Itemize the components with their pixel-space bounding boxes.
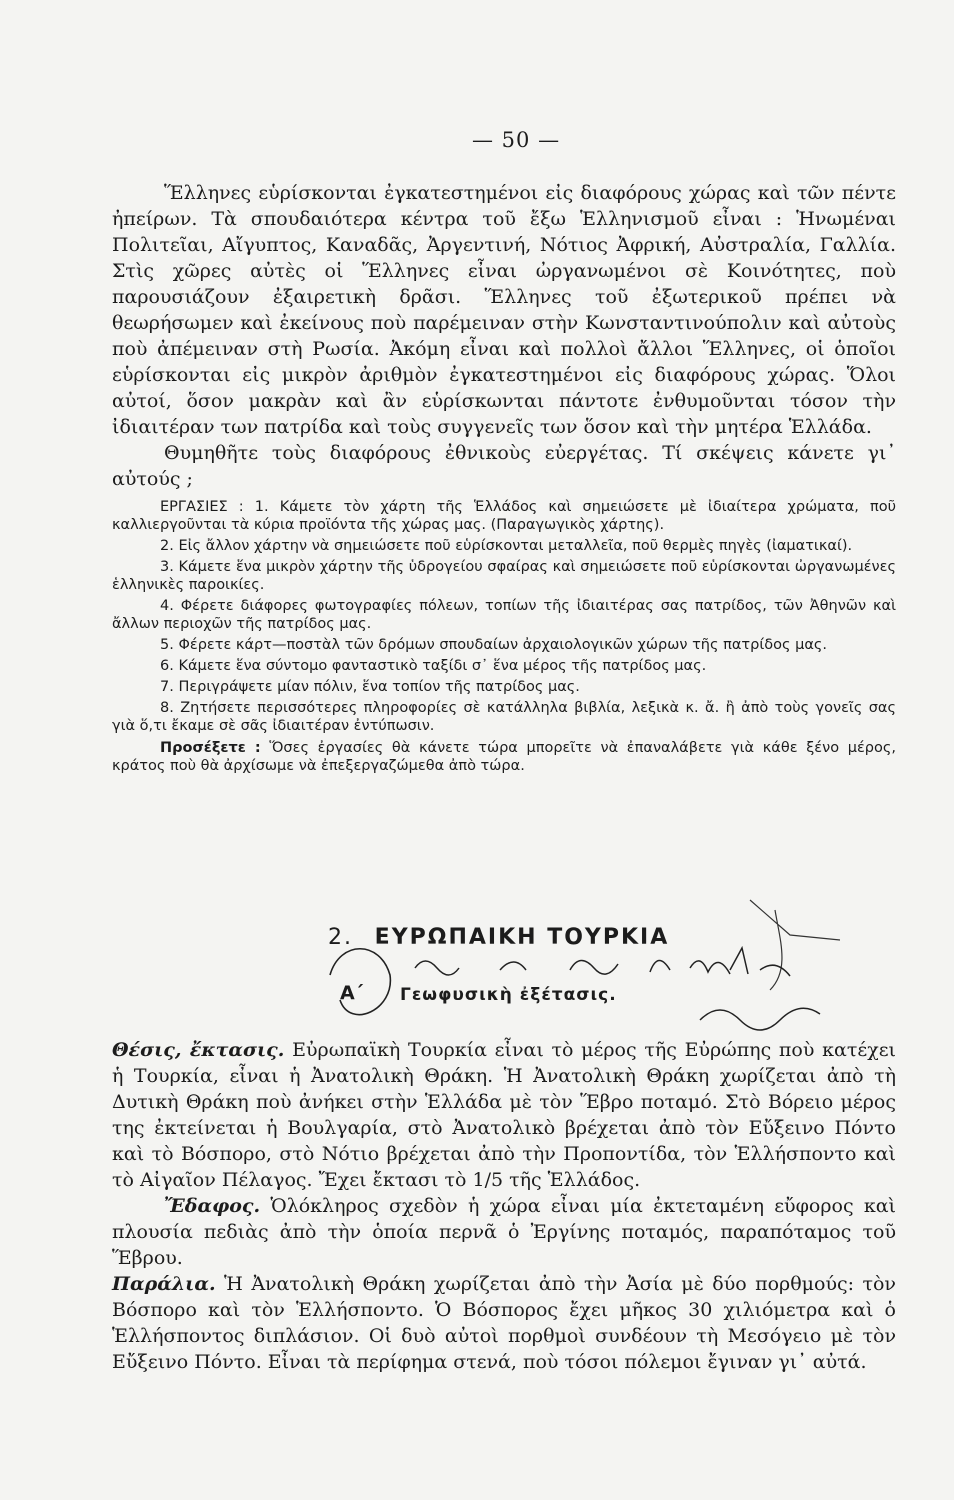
handwritten-line-stroke	[750, 900, 840, 990]
section-number: 2.	[328, 925, 353, 950]
intro-paragraph-1: Ἕλληνες εὑρίσκονται ἐγκατεστημένοι εἰς διαφόρους χώρας καὶ τῶν πέντε ἠπείρων. Τὰ σπουδαιότερα κέντρα τοῦ ἔξω Ἑλληνισμοῦ εἶναι : Ἡνωμέναι Πολιτεῖαι, Αἴγυπτος, Καναδᾶς, Ἀργεντινή, Νότιος Ἀφρική, Αὐστραλία, Γαλλία. Στὶς χῶρες αὐτὲς οἱ Ἕλληνες εἶναι ὠργανωμένοι σὲ Κοινότητες, ποὺ παρουσιάζουν ἐξαιρετικὴ δρᾶσι. Ἕλληνες τοῦ ἐξωτερικοῦ πρέπει νὰ θεωρήσωμεν καὶ ἐκείνους ποὺ παρέμειναν στὴν Κωνσταντινούπολιν καὶ αὐτοὺς ποὺ ἀπέμειναν στὴ Ρωσία. Ἀκόμη εἶναι καὶ πολλοὶ ἄλλοι Ἕλληνες, οἱ ὁποῖοι εὑρίσκονται εἰς μικρὸν ἀριθμὸν ἐγκατεστημένοι εἰς διαφόρους χώρας. Ὅλοι αὐτοί, ὅσον μακρὰν καὶ ἂν εὑρίσκωνται πάντοτε ἐνθυμοῦνται τόσον τὴν ἰδιαιτέραν των πατρίδα καὶ τοὺς συγγενεῖς των ὅσον καὶ τὴν μητέρα Ἑλλάδα.	[112, 182, 896, 438]
body-paragraph	[112, 1193, 896, 1271]
paragraph-lead: Θέσις, ἔκτασις.	[112, 1039, 285, 1061]
exercise-item: 6. Κάμετε ἕνα σύντομο φανταστικὸ ταξίδι σ᾽ ἕνα μέρος τῆς πατρίδος μας.	[160, 658, 707, 674]
section-heading	[328, 925, 669, 950]
paragraph-text: Εὐρωπαϊκὴ Τουρκία εἶναι τὸ μέρος τῆς Εὐρώπης ποὺ κατέχει ἡ Τουρκία, εἶναι ἡ Ἀνατολικὴ Θράκη. Ἡ Ἀνατολικὴ Θράκη χωρίζεται ἀπὸ τὴ Δυτικὴ Θράκη ποὺ ἀνήκει στὴν Ἑλλάδα μὲ τὸν Ἕβρο ποταμό. Στὸ Βόρειο μέρος της ἐκτείνεται ἡ Βουλγαρία, στὸ Ἀνατολικὸ βρέχεται ἀπὸ τὸν Εὔξεινο Πόντο καὶ τὸ Βόσπορο, στὸ Νότιο βρέχεται ἀπὸ τὴν Προποντίδα, τὸν Ἑλλήσποντο καὶ τὸ Αἰγαῖον Πέλαγος. Ἔχει ἔκτασι τὸ 1/5 τῆς Ἑλλάδος.	[112, 1039, 896, 1191]
exercise-text: 1. Κάμετε τὸν χάρτη τῆς Ἑλλάδος καὶ σημειώσετε μὲ ἰδιαίτερα χρώματα, ποῦ καλλιεργοῦνται τὰ κύρια προϊόντα τῆς χώρας μας. (Παραγωγικὸς χάρτης).	[112, 499, 897, 533]
exercise-item: 4. Φέρετε διάφορες φωτογραφίες πόλεων, τοπίων τῆς ἰδιαιτέρας σας πατρίδος, τῶν Ἀθηνῶν καὶ ἄλλων περιοχῶν τῆς πατρίδος μας.	[112, 598, 896, 632]
body-paragraph	[112, 1037, 896, 1193]
exercises-note	[112, 739, 896, 775]
page-number: — 50 —	[472, 128, 561, 152]
handwritten-annotation	[320, 880, 860, 1040]
exercise-item: 5. Φέρετε κάρτ—ποστὰλ τῶν δρόμων σπουδαίων ἀρχαιολογικῶν χώρων τῆς πατρίδος μας.	[160, 637, 828, 653]
exercise-item: 3. Κάμετε ἕνα μικρὸν χάρτην τῆς ὑδρογείου σφαίρας καὶ σημειώσετε ποῦ εὑρίσκονται ὠργανωμένες ἑλληνικὲς παροικίες.	[112, 559, 896, 593]
paragraph-text: Ὁλόκληρος σχεδὸν ἡ χώρα εἶναι μία ἐκτεταμένη εὔφορος καὶ πλουσία πεδιὰς ἀπὸ τὴν ὁποία περνᾶ ὁ Ἐργίνης ποταμός, παραπόταμος τοῦ Ἕβρου.	[112, 1195, 896, 1269]
note-text: Ὅσες ἐργασίες θὰ κάνετε τώρα μπορεῖτε νὰ ἐπαναλάβετε γιὰ κάθε ξένο μέρος, κράτος ποὺ θὰ ἀρχίσωμε νὰ ἐπεξεργαζώμεθα ἀπὸ τώρα.	[112, 740, 897, 774]
exercise-item: 7. Περιγράψετε μίαν πόλιν, ἕνα τοπίον τῆς πατρίδος μας.	[160, 679, 580, 695]
intro-section	[112, 180, 896, 492]
paragraph-lead: Παράλια.	[112, 1273, 216, 1295]
paragraph-text: Ἡ Ἀνατολικὴ Θράκη χωρίζεται ἀπὸ τὴν Ἀσία μὲ δύο πορθμούς: τὸν Βόσπορο καὶ τὸν Ἑλλήσποντο. Ὁ Βόσπορος ἔχει μῆκος 30 χιλιόμετρα καὶ ὁ Ἑλλήσποντος διπλάσιον. Οἱ δυὸ αὐτοὶ πορθμοὶ συνδέουν τὴ Μεσόγειο μὲ τὸν Εὔξεινο Πόντο. Εἶναι τὰ περίφημα στενά, ποὺ τόσοι πόλεμοι ἔγιναν γι᾽ αὐτά.	[112, 1273, 896, 1373]
exercise-item: 8. Ζητήσετε περισσότερες πληροφορίες σὲ κατάλληλα βιβλία, λεξικὰ κ. ἄ. ἢ ἀπὸ τοὺς γονεῖς σας γιὰ ὅ,τι ἔκαμε σὲ σᾶς ἰδιαιτέραν ἐντύπωσιν.	[112, 700, 896, 734]
sub-section-letter: Α΄	[340, 982, 364, 1004]
exercises-label: ΕΡΓΑΣΙΕΣ :	[160, 499, 244, 515]
exercise-item: 2. Εἰς ἄλλον χάρτην νὰ σημειώσετε ποῦ εὑρίσκονται μεταλλεῖα, ποῦ θερμὲς πηγὲς (ἰαματικαί).	[160, 538, 853, 554]
note-label: Προσέξετε :	[160, 740, 261, 756]
body-section	[112, 1037, 896, 1375]
exercises-section	[112, 498, 896, 778]
sub-section-title: Γεωφυσικὴ ἐξέτασις.	[400, 985, 617, 1005]
handwritten-scribble-stroke	[415, 948, 790, 976]
paragraph-lead: Ἔδαφος.	[164, 1195, 261, 1217]
intro-paragraph-2: Θυμηθῆτε τοὺς διαφόρους ἐθνικοὺς εὐεργέτας. Τί σκέψεις κάνετε γι᾽ αὐτούς ;	[112, 442, 896, 490]
exercise-item	[112, 498, 896, 534]
section-title: ΕΥΡΩΠΑΙΚΗ ΤΟΥΡΚΙΑ	[374, 925, 670, 950]
body-paragraph	[112, 1271, 896, 1375]
handwritten-scribble-stroke	[700, 1008, 820, 1030]
